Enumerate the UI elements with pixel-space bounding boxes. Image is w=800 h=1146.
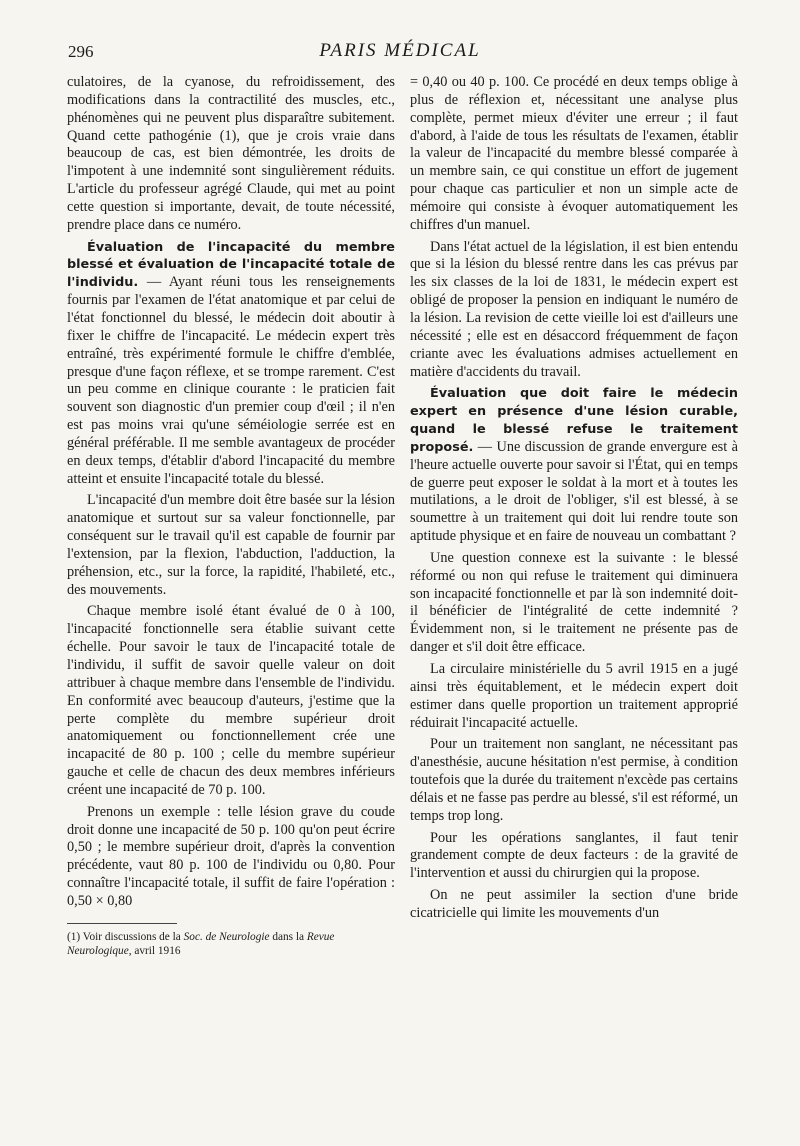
paragraph: La circulaire ministérielle du 5 avril 1915 en a jugé ainsi très équitablement, et le médecin expert doit estimer dans quelle proportion un traitement approprié réduirait l'incapacité actuelle. [410, 661, 738, 731]
section-text: — Une discussion de grande envergure est à l'heure actuelle ouverte pour savoir si l'État, qui en temps de guerre peut exposer le soldat à la mort et à toutes les mutilations, a le droit de l'obliger, s'il est blessé, à se soumettre à un traitement qui doit lui rendre toute son aptitude physique et en faire de nouveau un combattant ? [410, 438, 738, 545]
left-column [67, 74, 395, 958]
page-number: 296 [68, 42, 94, 61]
section-paragraph [410, 385, 738, 546]
paragraph: L'incapacité d'un membre doit être basée sur la lésion anatomique et surtout sur sa valeur fonctionnelle, par conséquent sur le travail qu'il est capable de fournir par l'extension, par la flexion, l'abduction, l'adduction, la préhension, etc., sur la force, la rapidité, l'habileté, etc., des mouvements. [67, 492, 395, 598]
paragraph: Prenons un exemple : telle lésion grave du coude droit donne une incapacité de 50 p. 100 qu'on peut écrire 0,50 ; le membre supérieur droit, d'après la convention précédente, vaut 80 p. 100 de l'individu ou 0,80. Pour connaître l'incapacité totale, il suffit de faire l'opération : 0,50 × 0,80 [67, 803, 395, 909]
section-heading: Évaluation que doit faire le médecin expert en présence d'une lésion curable, quand le blessé refuse le traitement proposé. [410, 386, 738, 455]
paragraph: Chaque membre isolé étant évalué de 0 à 100, l'incapacité fonctionnelle sera établie suivant cette échelle. Pour savoir le taux de l'incapacité totale de l'individu, il suffit de savoir quelle valeur on doit attribuer à chaque membre dans l'ensemble de l'individu. En conformité avec beaucoup d'auteurs, j'estime que la perte complète du membre supérieur droit anatomiquement ou fonctionnellement crée une incapacité de 80 p. 100 ; celle du membre supérieur gauche et celle de chacun des deux membres inférieurs créent une incapacité de 70 p. 100. [67, 603, 395, 798]
right-column [410, 74, 738, 923]
paragraph: Pour les opérations sanglantes, il faut tenir grandement compte de deux facteurs : de la gravité de l'intervention et aussi du chirurgien qui la propose. [410, 829, 738, 882]
paragraph: Une question connexe est la suivante : le blessé réformé ou non qui refuse le traitement qui diminuera son incapacité fonctionnelle et par là son indemnité doit-il bénéficier de l'intégralité de cette indemnité ? Évidemment non, si le traitement ne présente pas de danger et s'il doit être efficace. [410, 549, 738, 656]
section-text: — Ayant réuni tous les renseignements fournis par l'examen de l'état anatomique et par celui de l'état fonctionnel du blessé, le médecin doit aboutir à fixer le chiffre de l'incapacité. Le médecin expert très entraîné, très expérimenté formule le chiffre d'emblée, presque d'une façon réflexe, et se trompe rarement. C'est un peu comme en clinique courante : le praticien fait souvent son diagnostic d'un premier coup d'œil ; il n'en est pas moins vrai qu'une séméiologie serrée est en général préférable. Il me semble avantageux de procéder en deux temps, d'établir d'abord l'incapacité du membre atteint et ensuite l'incapacité totale du blessé. [67, 274, 395, 487]
footnote: (1) Voir discussions de la Soc. de Neurologie dans la Revue Neurologique, avril 1916 [67, 930, 335, 957]
page-header [0, 0, 800, 70]
journal-name: Revue Neurologique [67, 930, 335, 957]
footnote-divider [67, 923, 177, 924]
paragraph: Dans l'état actuel de la législation, il est bien entendu que si la lésion du blessé rentre dans les cas prévus par les six classes de la loi de 1831, le médecin expert est obligé de proposer la pension en indiquant le numéro de la lésion. La revision de cette vieille loi est d'ailleurs une nécessité ; elle est en désaccord fréquemment de façon criante avec les évaluations admises actuellement en matière d'accidents du travail. [410, 238, 738, 380]
running-title: PARIS MÉDICAL [319, 40, 481, 61]
paragraph: Pour un traitement non sanglant, ne nécessitant pas d'anesthésie, aucune hésitation n'est permise, à condition toutefois que la durée du traitement n'excède pas certains délais et ne fasse pas perdre au blessé, s'il est réformé, un temps trop long. [410, 736, 738, 824]
paragraph: = 0,40 ou 40 p. 100. Ce procédé en deux temps oblige à plus de réflexion et, nécessitant une analyse plus complète, permet mieux d'éviter une erreur ; il faut d'abord, à l'aide de tous les résultats de l'examen, établir la valeur de l'incapacité du membre blessé comparée à un membre sain, ce qui constitue un effort de jugement pour chaque cas particulier et non un simple acte de mémoire qui consiste à évoquer automatiquement les chiffres d'un manuel. [410, 74, 738, 233]
paragraph: On ne peut assimiler la section d'une bride cicatricielle qui limite les mouvements d'un [410, 887, 738, 921]
paragraph: culatoires, de la cyanose, du refroidissement, des modifications dans la contractilité des muscles, etc., phénomènes qui ne peuvent plus disparaître subitement. Quand cette pathogénie (1), que je crois vraie dans beaucoup de cas, est bien démontrée, les droits de l'impotent à une indemnité sont singulièrement réduits. L'article du professeur agrégé Claude, qui met au point cette question si importante, devait, de toute nécessité, prendre place dans ce numéro. [67, 74, 395, 233]
journal-name: Soc. de Neurologie [183, 930, 270, 943]
section-paragraph [67, 239, 395, 489]
section-heading: Évaluation de l'incapacité du membre blessé et évaluation de l'incapacité totale de l'individu. [67, 239, 395, 291]
